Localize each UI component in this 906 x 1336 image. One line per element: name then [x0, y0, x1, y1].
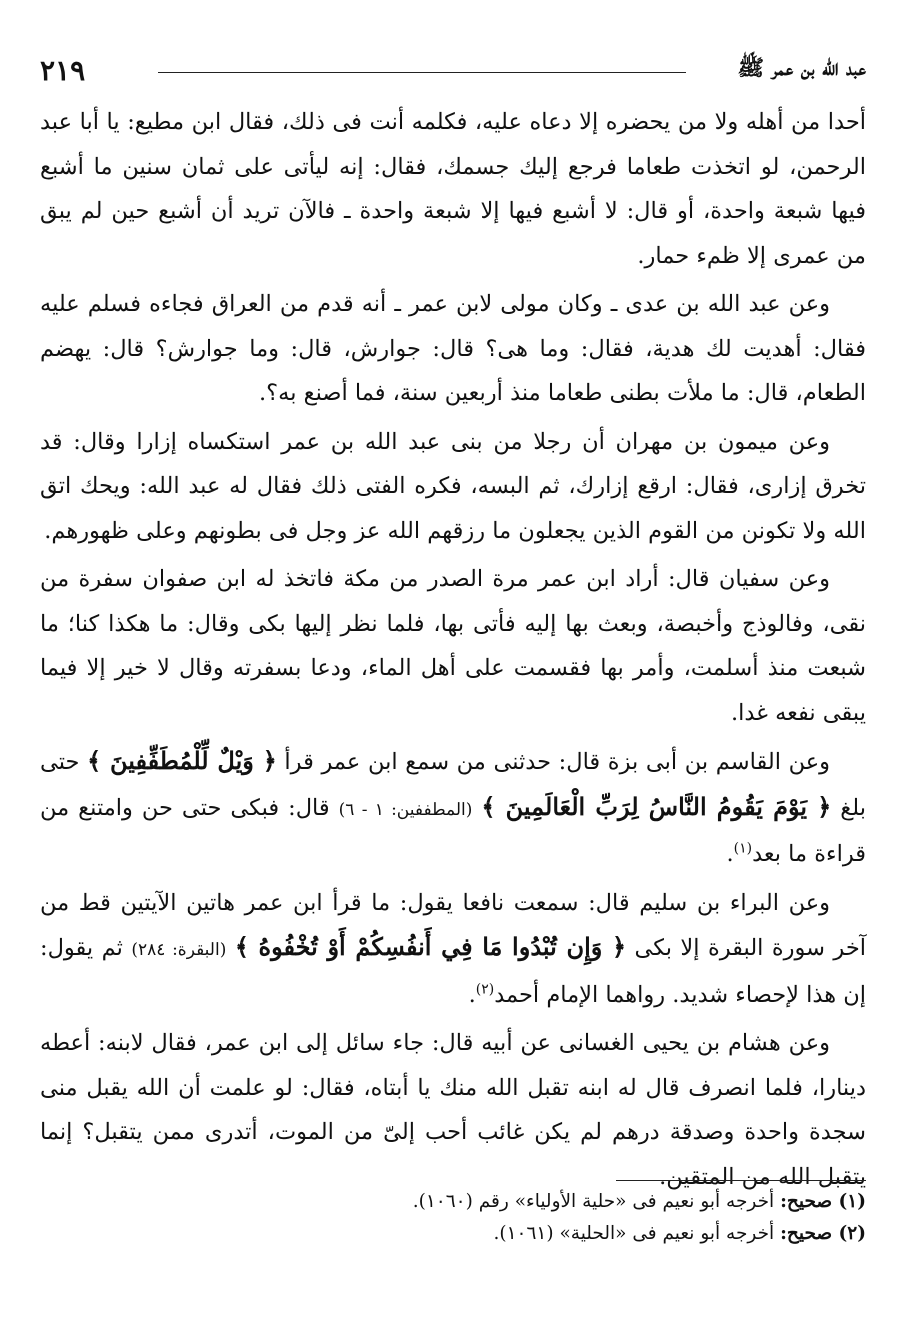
footnote-2 [40, 1218, 866, 1250]
paragraph-7: وعن هشام بن يحيى الغسانى عن أبيه قال: جاء سائل إلى ابن عمر، فقال لابنه: أعطه دينارا، فلما انصرف قال له ابنه تقبل الله منك يا أبتاه، فقال: لو علمت أن الله يقبل منى سجدة واحدة وصدقة درهم لم يكن غائب أحب إلىّ من الموت، أتدرى ممن يتقبل؟ إنما يتقبل الله من المتقين. [40, 1030, 866, 1190]
footnote-1-label: (١) صحيح: [780, 1191, 866, 1212]
p5-text-c: قال: فبكى حتى حن وامتنع من قراءة ما بعد [40, 794, 866, 867]
footnote-1-text: أخرجه أبو نعيم فى «حلية الأولياء» رقم (١٠٦٠). [412, 1191, 775, 1212]
verse-reference-2: (البقرة: ٢٨٤) [131, 940, 227, 960]
paragraph-6 [40, 881, 866, 1018]
footnotes [40, 1186, 866, 1250]
footnote-1 [40, 1186, 866, 1218]
page-number: ٢١٩ [40, 54, 86, 87]
header-rule [158, 72, 686, 73]
footnote-2-text: أخرجه أبو نعيم فى «الحلية» (١٠٦١). [493, 1223, 775, 1244]
footnote-marker-1: (١) [733, 840, 753, 857]
running-title: عبد الله بن عمر ﷺ [737, 55, 866, 81]
p6-text-a: وعن البراء بن سليم قال: سمعت نافعا يقول: ما قرأ ابن عمر هاتين الآيتين قط من آخر سورة البقرة إلا بكى [40, 889, 867, 961]
quran-verse-2: ﴿ يَوْمَ يَقُومُ النَّاسُ لِرَبِّ الْعَالَمِينَ ﴾ [481, 791, 832, 821]
paragraph-4: وعن سفيان قال: أراد ابن عمر مرة الصدر من مكة فاتخذ له ابن صفوان سفرة من نقى، وفالوذج وأخبصة، وبعث بها إليه فأتى بها، فلما نظر إليها بكى وقال: ما هكذا كنا؛ ما شبعت منذ أسلمت، وأمر بها فقسمت على أهل الماء، ودعا بسفرته وقال لا خير إلا فيما يبقى نفعه غدا. [40, 566, 866, 726]
paragraph-2: وعن عبد الله بن عدى ـ وكان مولى لابن عمر ـ أنه قدم من العراق فجاءه فسلم عليه فقال: أهديت لك هدية، فقال: وما هى؟ قال: جوارش، قال: وما جوارش؟ قال: يهضم الطعام، قال: ما ملأت بطنى طعاما منذ أربعين سنة، فما أصنع به؟. [40, 291, 866, 406]
verse-reference-1: (المطففين: ١ - ٦) [338, 799, 473, 820]
quran-verse-3: ﴿ وَإِن تُبْدُوا مَا فِي أَنفُسِكُمْ أَوْ تُخْفُوهُ ﴾ [234, 932, 627, 961]
p5-end: . [726, 841, 734, 867]
p5-text-b: حتى بلغ [40, 749, 866, 821]
footnote-marker-2: (٢) [475, 981, 495, 997]
paragraph-3: وعن ميمون بن مهران أن رجلا من بنى عبد الله بن عمر استكساه إزارا وقال: قد تخرق إزارى، فقال: ارقع إزارك، ثم البسه، فكره الفتى ذلك فقال له عبد الله: ويحك اتق الله ولا تكونن من القوم الذين يجعلون ما رزقهم الله عز وجل فى بطونهم وعلى ظهورهم. [40, 428, 866, 544]
p6-text-b: ثم يقول: إن هذا لإحصاء شديد. رواهما الإمام أحمد [40, 935, 866, 1008]
p6-end: . [468, 981, 476, 1008]
paragraph-1: أحدا من أهله ولا من يحضره إلا دعاه عليه، فكلمه أنت فى ذلك، فقال ابن مطيع: يا أبا عبد الرحمن، لو اتخذت طعاما فرجع إليك جسمك، فقال: إنه ليأتى على ثمان سنين ما أشبع فيها شبعة واحدة، أو قال: لا أشبع فيها إلا شبعة واحدة ـ فالآن تريد أن أشبع حين لم يبق من عمرى إلا ظمء حمار. [40, 109, 866, 269]
footnote-2-label: (٢) صحيح: [780, 1223, 866, 1244]
quran-verse-1: ﴿ وَيْلٌ لِّلْمُطَفِّفِينَ ﴾ [87, 746, 277, 775]
p5-text-a: وعن القاسم بن أبى بزة قال: حدثنى من سمع ابن عمر قرأ [284, 749, 831, 775]
paragraph-5 [40, 739, 866, 877]
page-header [40, 50, 866, 90]
page-body [40, 100, 866, 1203]
footnote-rule [616, 1180, 866, 1181]
